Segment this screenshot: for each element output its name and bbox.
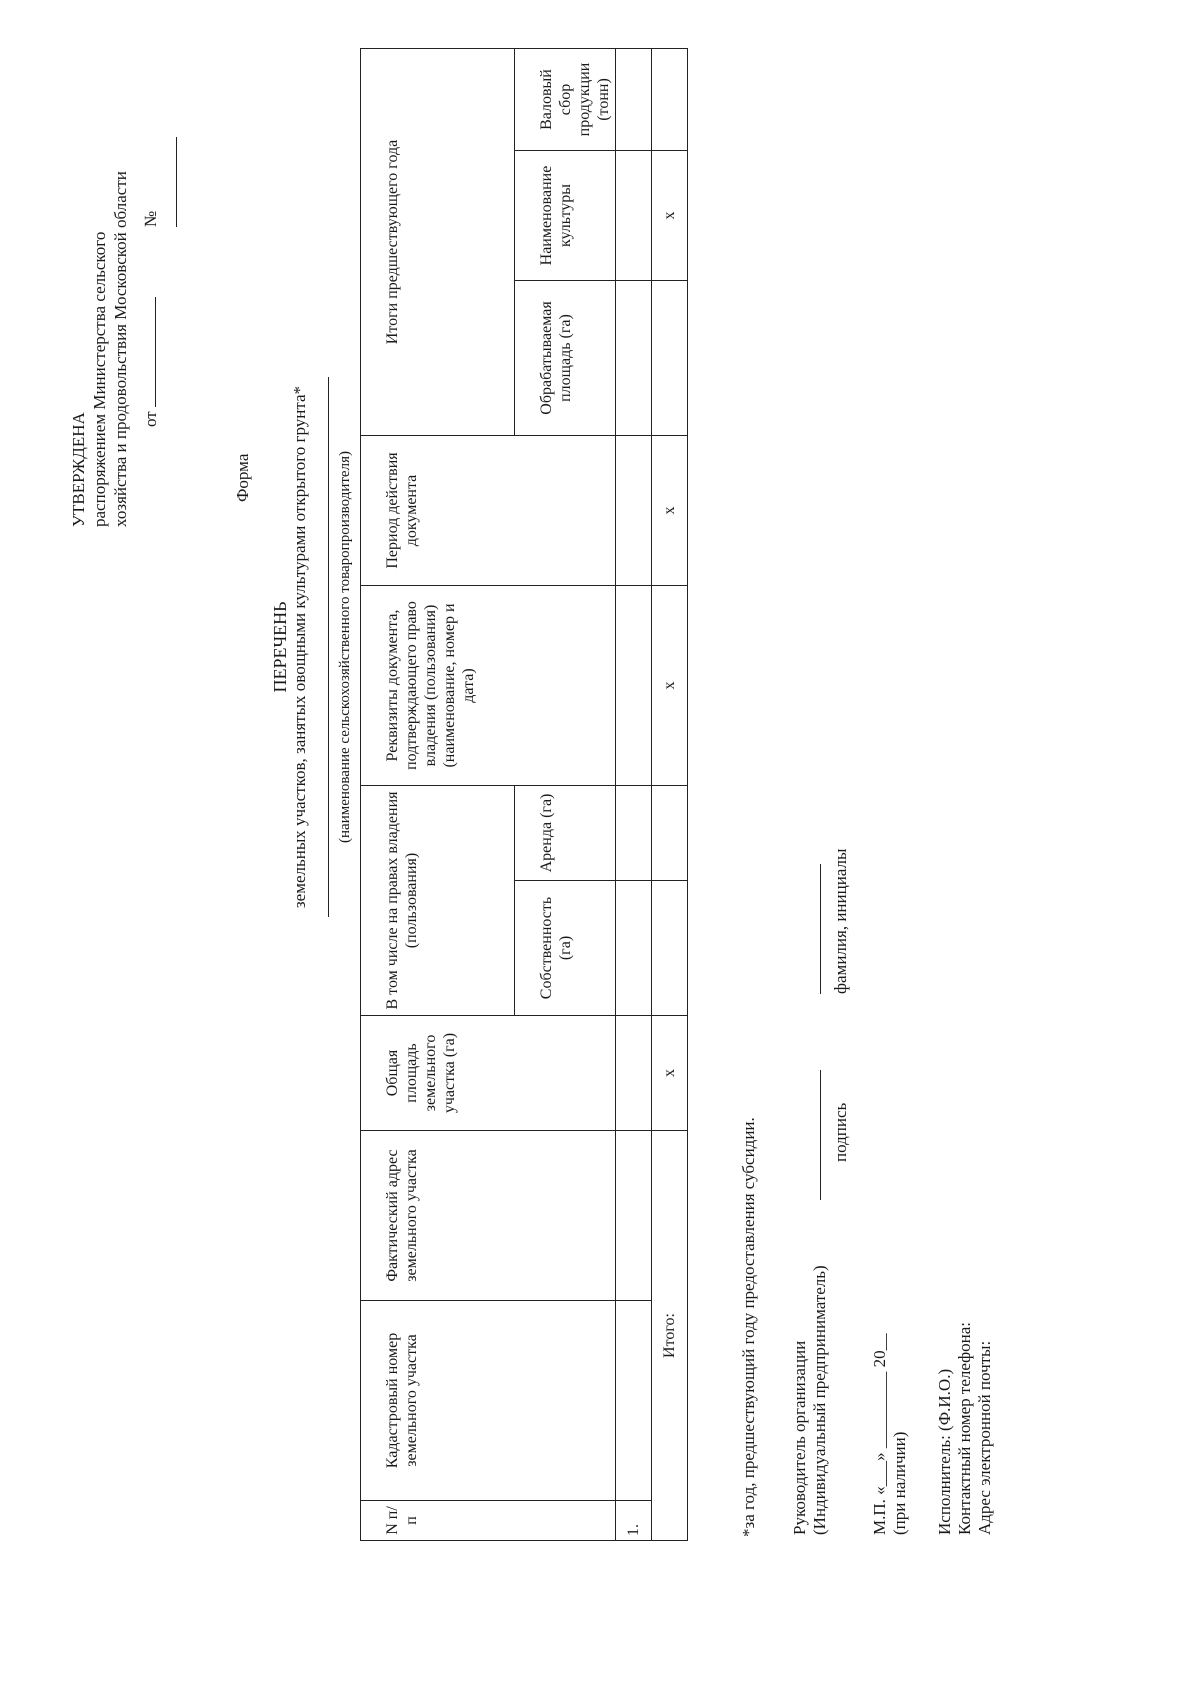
approval-date-field (140, 297, 161, 427)
header-period: Период действия документа (361, 436, 616, 586)
signature-caption: подпись (831, 1102, 850, 1162)
approval-title: УТВЕРЖДЕНА (69, 412, 88, 527)
table-row (616, 49, 652, 1541)
header-document: Реквизиты документа, подтверждающего право владения (пользования) (наименование, номер и дата) (361, 586, 616, 786)
total-label: Итого: (652, 1131, 688, 1541)
header-crop-name: Наименование культуры (515, 151, 616, 281)
signature-line (820, 1070, 821, 1200)
page-title: ПЕРЕЧЕНЬ (270, 601, 290, 693)
footnote: *за год, предшествующий году предоставления субсидии. (739, 1117, 758, 1537)
total-period-x: x (652, 436, 688, 586)
header-total-area: Общая площадь земельного участка (га) (361, 1016, 616, 1131)
stamp-note: (при наличии) (890, 1431, 909, 1535)
approval-block (68, 171, 160, 527)
name-caption: фамилия, инициалы (831, 848, 850, 994)
title-block (270, 197, 355, 1097)
header-num: N п/п (361, 1501, 616, 1541)
phone-line: Контактный номер телефона: (955, 1321, 974, 1535)
approval-number-field (140, 137, 182, 227)
approval-line2: распоряжением Министерства сельского (90, 231, 109, 527)
approval-number-label: № (141, 210, 160, 227)
stamp-line: М.П. «___» _________ 20__ (870, 1333, 889, 1535)
header-lease: Аренда (га) (515, 786, 616, 881)
form-label: Форма (233, 453, 252, 502)
executor-line: Исполнитель: (Ф.И.О.) (935, 1368, 954, 1535)
approval-line3: хозяйства и продовольствия Московской области (111, 171, 130, 527)
total-crop-x: x (652, 151, 688, 281)
approval-from-label: от (141, 411, 160, 427)
head-line2: (Индивидуальный предприниматель) (810, 1265, 829, 1535)
executor-block (935, 1322, 995, 1535)
email-line: Адрес электронной почты: (975, 1340, 994, 1535)
name-line (820, 864, 821, 994)
header-cadastral: Кадастровый номер земельного участка (361, 1301, 616, 1501)
row1-num: 1. (616, 1501, 652, 1541)
head-label (790, 1265, 830, 1535)
header-cultivated-area: Обрабатываемая площадь (га) (515, 281, 616, 436)
header-address: Фактический адрес земельного участка (361, 1131, 616, 1301)
header-ownership: Собственность (га) (515, 881, 616, 1016)
page-title-line2: земельных участков, занятых овощными культурами открытого грунта* (290, 385, 309, 909)
stamp-block (870, 1333, 910, 1535)
head-line1: Руководитель организации (790, 1340, 809, 1535)
header-prev-year: Итоги предшествующего года (361, 49, 515, 436)
land-plots-table (360, 48, 688, 1541)
header-incl-rights: В том числе на правах владения (пользования) (361, 786, 515, 1016)
producer-caption: (наименование сельскохозяйственного товаропроизводителя) (337, 451, 353, 843)
total-row (652, 49, 688, 1541)
total-area-x: x (652, 1016, 688, 1131)
header-gross-yield: Валовый сбор продукции (тонн) (515, 49, 616, 151)
total-document-x: x (652, 586, 688, 786)
